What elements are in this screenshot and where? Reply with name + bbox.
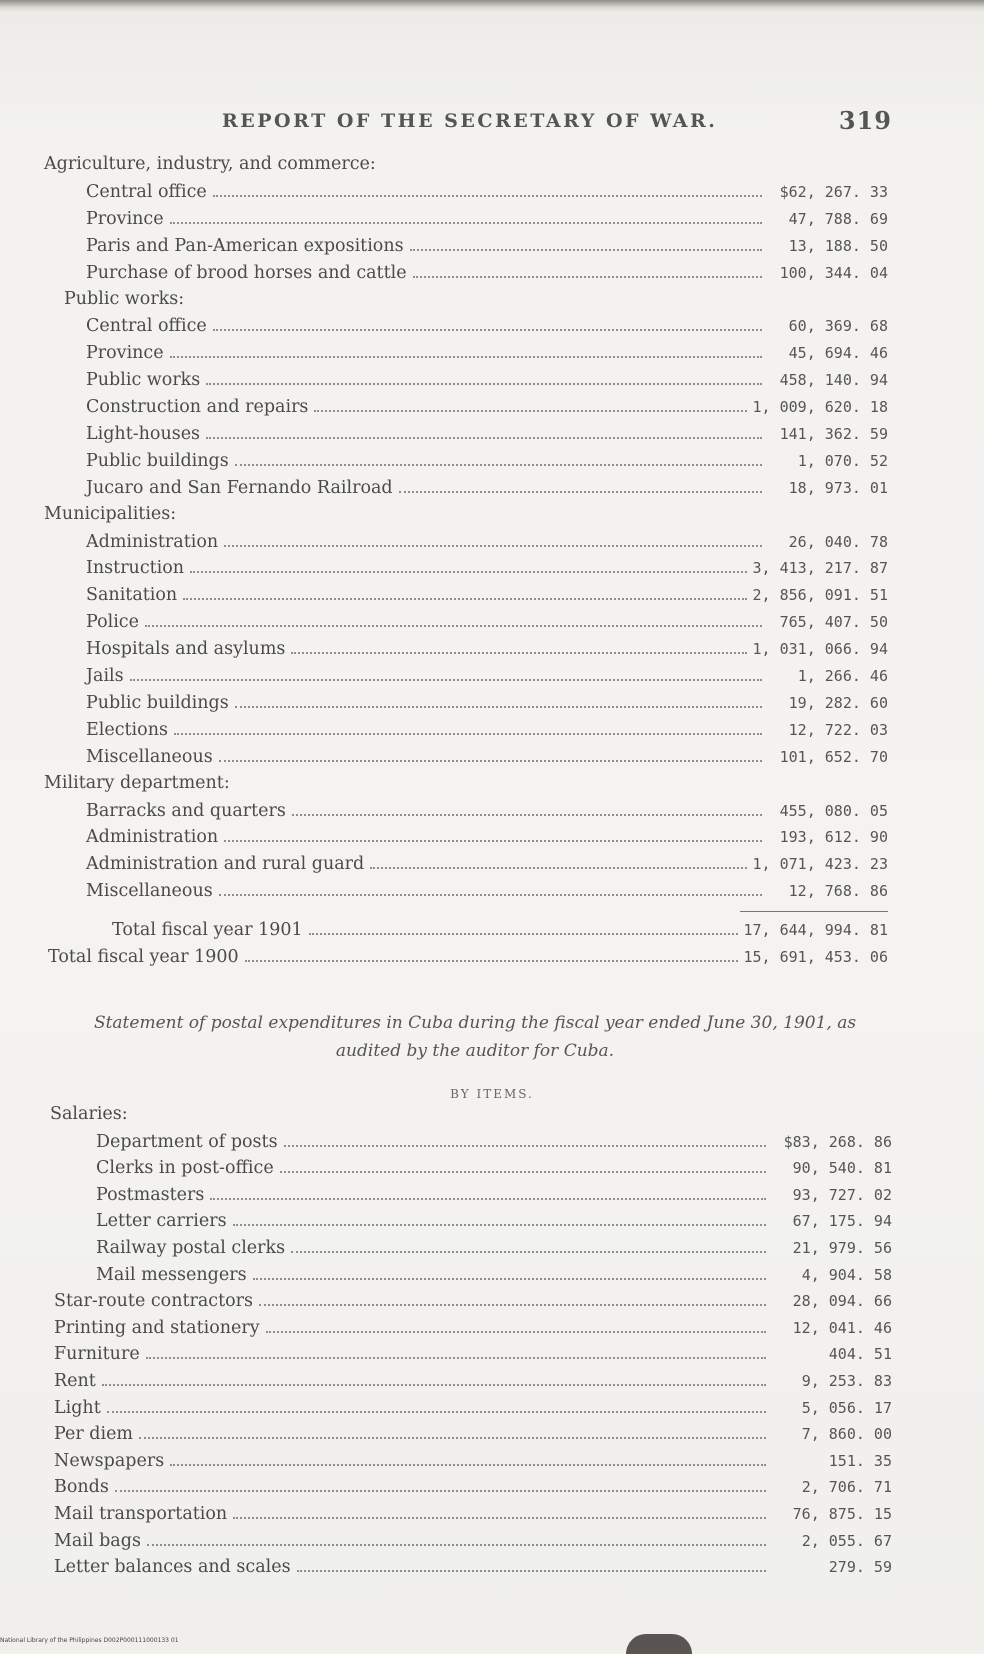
row-amount: 47, 788. 69 <box>788 210 888 228</box>
table-row <box>86 853 888 879</box>
table-row <box>86 262 888 288</box>
dot-leader <box>291 638 746 654</box>
section-heading: Military department: <box>44 773 230 793</box>
table-row <box>86 826 888 852</box>
row-label: Bonds <box>54 1477 109 1497</box>
table-row <box>86 396 888 422</box>
table-row <box>86 235 888 261</box>
caption-line-2: audited by the auditor for Cuba. <box>335 1041 615 1061</box>
dot-leader <box>224 531 762 547</box>
row-label: Light <box>54 1398 101 1418</box>
dot-leader <box>233 1210 766 1226</box>
row-label: Railway postal clerks <box>96 1238 286 1258</box>
table-row <box>96 1157 892 1183</box>
running-title: REPORT OF THE SECRETARY OF WAR. <box>222 110 718 132</box>
row-amount: 7, 860. 00 <box>801 1425 892 1443</box>
dot-leader <box>399 477 762 493</box>
table-row <box>96 1264 892 1290</box>
row-amount: 9, 253. 83 <box>801 1372 892 1390</box>
row-amount: 26, 040. 78 <box>788 533 888 551</box>
row-label: Newspapers <box>54 1451 165 1471</box>
row-amount: 404. 51 <box>828 1345 892 1363</box>
row-amount: 1, 070. 52 <box>797 452 888 470</box>
row-label: Barracks and quarters <box>86 801 286 821</box>
table-row <box>96 1237 892 1263</box>
row-amount: 76, 875. 15 <box>792 1505 892 1523</box>
row-amount: 101, 652. 70 <box>779 748 888 766</box>
dot-leader <box>410 235 762 251</box>
row-amount: 1, 071, 423. 23 <box>752 855 888 873</box>
row-amount: 12, 722. 03 <box>788 721 888 739</box>
table-row <box>54 1503 892 1529</box>
table-row <box>96 1131 892 1157</box>
dot-leader <box>280 1157 766 1173</box>
dot-leader <box>266 1317 766 1333</box>
dot-leader <box>413 262 762 278</box>
dot-leader <box>224 826 762 842</box>
section-heading: Public works: <box>64 289 185 309</box>
footer-credit: National Library of the Philippines D002P000111000133 01 <box>0 1637 179 1644</box>
row-amount: 151. 35 <box>828 1452 892 1470</box>
dot-leader <box>146 1343 766 1359</box>
table-row <box>54 1290 892 1316</box>
table-row <box>54 1370 892 1396</box>
row-amount: 100, 344. 04 <box>779 264 888 282</box>
row-label: Total fiscal year 1901 <box>112 920 303 940</box>
table-row <box>86 746 888 772</box>
row-label: Public buildings <box>86 451 229 471</box>
table-row <box>86 611 888 637</box>
dot-leader <box>170 1450 766 1466</box>
row-label: Light-houses <box>86 424 201 444</box>
section-heading: Municipalities: <box>44 504 177 524</box>
dot-leader <box>245 946 738 962</box>
row-label: Construction and repairs <box>86 397 309 417</box>
row-label: Clerks in post-office <box>96 1158 274 1178</box>
row-amount: 60, 369. 68 <box>788 317 888 335</box>
dot-leader <box>139 1423 766 1439</box>
table-row <box>86 531 888 557</box>
row-label: Administration <box>86 827 219 847</box>
dot-leader <box>235 692 762 708</box>
table-row <box>54 1476 892 1502</box>
table-row <box>54 1450 892 1476</box>
row-label: Province <box>86 343 164 363</box>
row-label: Police <box>86 612 139 632</box>
row-amount: 93, 727. 02 <box>792 1186 892 1204</box>
table-row <box>54 1556 892 1582</box>
row-label: Miscellaneous <box>86 747 213 767</box>
dot-leader <box>206 423 762 439</box>
dot-leader <box>219 746 762 762</box>
table-row <box>86 665 888 691</box>
dot-leader <box>170 208 762 224</box>
row-label: Central office <box>86 182 207 202</box>
dot-leader <box>107 1397 766 1413</box>
section-heading: Salaries: <box>50 1104 128 1124</box>
row-amount: 2, 706. 71 <box>801 1478 892 1496</box>
row-label: Elections <box>86 720 168 740</box>
row-amount: 193, 612. 90 <box>779 828 888 846</box>
table-row <box>86 315 888 341</box>
dot-leader <box>174 719 762 735</box>
caption-line-1: Statement of postal expenditures in Cuba during the fiscal year ended June 30, 1901, as <box>93 1013 857 1033</box>
row-amount: $83, 268. 86 <box>783 1133 892 1151</box>
row-label: Jails <box>86 666 124 686</box>
row-amount: 17, 644, 994. 81 <box>743 921 888 939</box>
dot-leader <box>309 919 738 935</box>
row-label: Furniture <box>54 1344 140 1364</box>
row-amount: 67, 175. 94 <box>792 1212 892 1230</box>
row-amount: 1, 009, 620. 18 <box>752 398 888 416</box>
row-label: Star-route contractors <box>54 1291 254 1311</box>
table-row <box>86 880 888 906</box>
row-label: Administration and rural guard <box>86 854 365 874</box>
row-label: Department of posts <box>96 1132 278 1152</box>
row-amount: 1, 031, 066. 94 <box>752 640 888 658</box>
row-label: Public buildings <box>86 693 229 713</box>
table-row <box>86 423 888 449</box>
scan-artifact <box>626 1634 692 1654</box>
page-top-shadow <box>0 0 984 12</box>
sum-rule <box>740 911 888 912</box>
row-label: Mail bags <box>54 1531 141 1551</box>
table-row <box>86 450 888 476</box>
table-row <box>86 800 888 826</box>
row-label: Printing and stationery <box>54 1318 260 1338</box>
row-amount: 18, 973. 01 <box>788 479 888 497</box>
dot-leader <box>253 1264 766 1280</box>
row-label: Jucaro and San Fernando Railroad <box>86 478 393 498</box>
dot-leader <box>210 1184 766 1200</box>
row-label: Hospitals and asylums <box>86 639 286 659</box>
table-row <box>86 638 888 664</box>
dot-leader <box>314 396 746 412</box>
dot-leader <box>219 880 762 896</box>
row-label: Public works <box>86 370 201 390</box>
dot-leader <box>235 450 762 466</box>
table-row <box>86 208 888 234</box>
dot-leader <box>145 611 762 627</box>
dot-leader <box>291 1237 766 1253</box>
dot-leader <box>183 584 746 600</box>
row-amount: 458, 140. 94 <box>779 371 888 389</box>
dot-leader <box>297 1556 766 1572</box>
row-label: Mail transportation <box>54 1504 228 1524</box>
row-amount: 19, 282. 60 <box>788 694 888 712</box>
row-amount: 455, 080. 05 <box>779 802 888 820</box>
row-label: Administration <box>86 532 219 552</box>
row-amount: 279. 59 <box>828 1558 892 1576</box>
dot-leader <box>284 1131 766 1147</box>
dot-leader <box>130 665 762 681</box>
dot-leader <box>292 800 762 816</box>
table-row <box>86 557 888 583</box>
row-label: Letter carriers <box>96 1211 227 1231</box>
row-amount: 12, 041. 46 <box>792 1319 892 1337</box>
dot-leader <box>147 1530 766 1546</box>
row-amount: 13, 188. 50 <box>788 237 888 255</box>
row-label: Purchase of brood horses and cattle <box>86 263 407 283</box>
table-row <box>86 181 888 207</box>
table-row <box>86 369 888 395</box>
table-row <box>112 919 888 945</box>
row-label: Central office <box>86 316 207 336</box>
row-label: Instruction <box>86 558 185 578</box>
dot-leader <box>206 369 762 385</box>
row-amount: 3, 413, 217. 87 <box>752 559 888 577</box>
page-number: 319 <box>838 106 892 135</box>
dot-leader <box>370 853 746 869</box>
dot-leader <box>102 1370 766 1386</box>
row-label: Postmasters <box>96 1185 205 1205</box>
table-row <box>54 1343 892 1369</box>
by-items-heading: BY ITEMS. <box>450 1087 534 1101</box>
table-row <box>96 1184 892 1210</box>
dot-leader <box>170 342 762 358</box>
table-row <box>48 946 888 972</box>
table-row <box>86 477 888 503</box>
row-amount: 765, 407. 50 <box>779 613 888 631</box>
row-label: Sanitation <box>86 585 178 605</box>
row-label: Province <box>86 209 164 229</box>
row-amount: 90, 540. 81 <box>792 1159 892 1177</box>
row-amount: 4, 904. 58 <box>801 1266 892 1284</box>
row-label: Mail messengers <box>96 1265 247 1285</box>
row-label: Per diem <box>54 1424 134 1444</box>
dot-leader <box>233 1503 766 1519</box>
table-row <box>86 584 888 610</box>
dot-leader <box>213 315 762 331</box>
table-row <box>86 719 888 745</box>
row-amount: $62, 267. 33 <box>779 183 888 201</box>
row-amount: 5, 056. 17 <box>801 1399 892 1417</box>
table-row <box>96 1210 892 1236</box>
row-amount: 2, 055. 67 <box>801 1532 892 1550</box>
row-label: Total fiscal year 1900 <box>48 947 239 967</box>
table-row <box>54 1530 892 1556</box>
table-row <box>86 692 888 718</box>
row-amount: 28, 094. 66 <box>792 1292 892 1310</box>
row-amount: 2, 856, 091. 51 <box>752 586 888 604</box>
page-header <box>40 106 892 136</box>
row-amount: 1, 266. 46 <box>797 667 888 685</box>
row-amount: 12, 768. 86 <box>788 882 888 900</box>
dot-leader <box>190 557 746 573</box>
statement-caption <box>50 1009 900 1065</box>
row-amount: 21, 979. 56 <box>792 1239 892 1257</box>
row-label: Paris and Pan-American expositions <box>86 236 404 256</box>
table-row <box>54 1423 892 1449</box>
table-row <box>86 342 888 368</box>
row-amount: 141, 362. 59 <box>779 425 888 443</box>
table-row <box>54 1317 892 1343</box>
dot-leader <box>213 181 762 197</box>
section-heading: Agriculture, industry, and commerce: <box>44 154 376 174</box>
dot-leader <box>115 1476 766 1492</box>
row-amount: 15, 691, 453. 06 <box>743 948 888 966</box>
table-row <box>54 1397 892 1423</box>
row-label: Rent <box>54 1371 96 1391</box>
row-label: Letter balances and scales <box>54 1557 291 1577</box>
row-amount: 45, 694. 46 <box>788 344 888 362</box>
row-label: Miscellaneous <box>86 881 213 901</box>
dot-leader <box>259 1290 766 1306</box>
